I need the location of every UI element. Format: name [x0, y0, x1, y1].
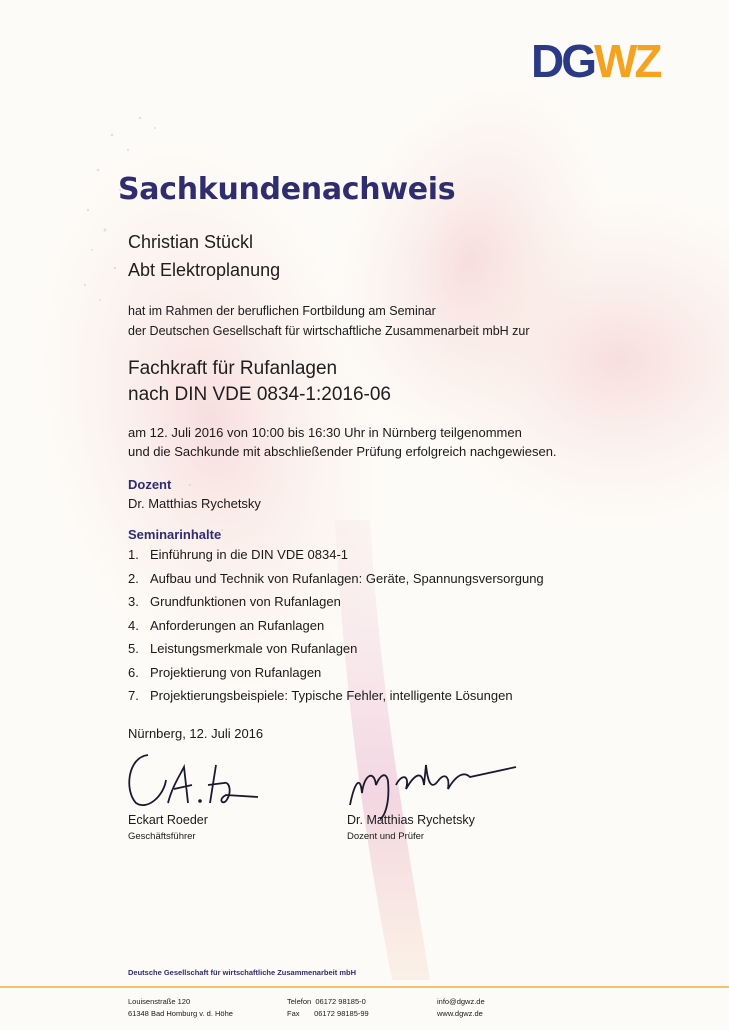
intro-line-1: hat im Rahmen der beruflichen Fortbildung am Seminar	[128, 304, 436, 318]
course-title-line-2: nach DIN VDE 0834-1:2016-06	[128, 384, 391, 405]
list-item: 4. Anforderungen an Rufanlagen	[128, 617, 325, 633]
dgwz-logo: DGWZ	[531, 35, 660, 87]
lecturer-heading: Dozent	[128, 477, 172, 492]
signatory-1-role: Geschäftsführer	[128, 831, 196, 842]
footer-email[interactable]: info@dgwz.de	[437, 997, 485, 1006]
date-line-1: am 12. Juli 2016 von 10:00 bis 16:30 Uhr in Nürnberg teilgenommen	[128, 425, 522, 440]
signatory-2-name: Dr. Matthias Rychetsky	[347, 813, 475, 827]
lecturer-name: Dr. Matthias Rychetsky	[128, 496, 261, 511]
footer-company: Deutsche Gesellschaft für wirtschaftliche Zusammenarbeit mbH	[128, 968, 356, 977]
date-line-2: und die Sachkunde mit abschließender Prüfung erfolgreich nachgewiesen.	[128, 444, 557, 459]
seminar-contents-list	[128, 546, 544, 711]
intro-line-2: der Deutschen Gesellschaft für wirtschaftliche Zusammenarbeit mbH zur	[128, 324, 530, 338]
list-item: 7. Projektierungsbeispiele: Typische Fehler, intelligente Lösungen	[128, 688, 513, 703]
seminar-contents-heading: Seminarinhalte	[128, 527, 222, 542]
signatory-2-role: Dozent und Prüfer	[347, 831, 425, 842]
recipient-name: Christian Stückl	[128, 232, 254, 252]
recipient-department: Abt Elektroplanung	[128, 260, 281, 280]
footer-city: 61348 Bad Homburg v. d. Höhe	[128, 1009, 233, 1018]
footer-street: Louisenstraße 120	[128, 997, 191, 1006]
certificate-title: Sachkundenachweis	[118, 172, 456, 207]
list-item: 5. Leistungsmerkmale von Rufanlagen	[128, 641, 358, 656]
list-item: 6. Projektierung von Rufanlagen	[128, 664, 322, 680]
signature-roeder	[118, 745, 263, 815]
footer-divider	[0, 986, 729, 988]
footer-fax: Fax 06172 98185-99	[287, 1009, 369, 1018]
footer-phone: Telefon 06172 98185-0	[287, 997, 366, 1006]
course-title-line-1: Fachkraft für Rufanlagen	[128, 358, 338, 379]
list-item: 3. Grundfunktionen von Rufanlagen	[128, 594, 341, 609]
place-date: Nürnberg, 12. Juli 2016	[128, 726, 264, 741]
list-item: 2. Aufbau und Technik von Rufanlagen: Geräte, Spannungsversorgung	[128, 570, 544, 586]
footer-website[interactable]: www.dgwz.de	[437, 1009, 483, 1018]
list-item: 1. Einführung in die DIN VDE 0834-1	[128, 547, 349, 562]
signatory-1-name: Eckart Roeder	[128, 813, 208, 827]
